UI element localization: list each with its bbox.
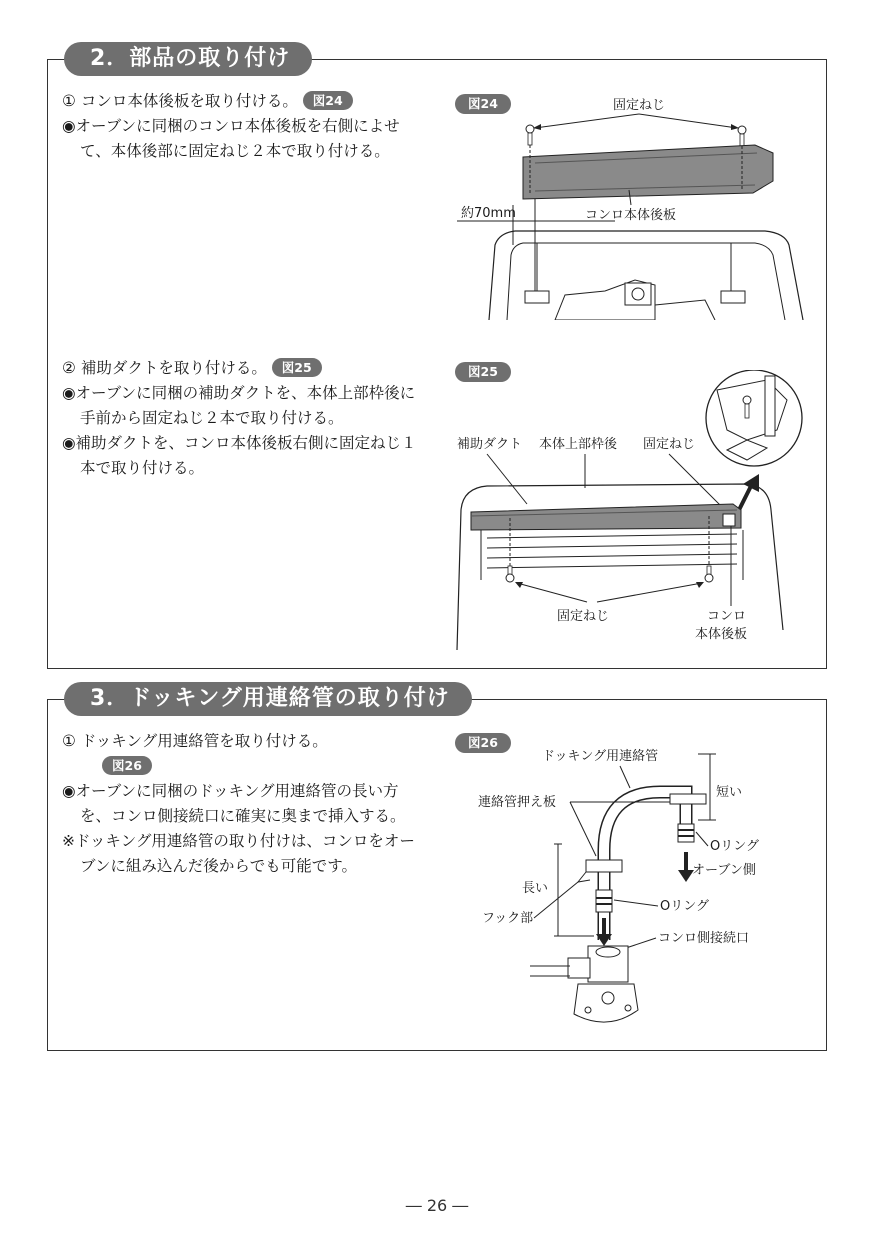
section3-step1-text <box>62 729 424 879</box>
detail-zoom-circle <box>706 370 802 466</box>
aux-duct <box>471 504 741 530</box>
instruction-bullet: ◉補助ダクトを、コンロ本体後板右側に固定ねじ１本で取り付ける。 <box>62 434 417 477</box>
step1-text <box>62 89 424 164</box>
figure-26-diagram <box>470 740 790 1040</box>
label-plate-line2: 本体後板 <box>695 627 748 642</box>
stove-back-plate <box>523 145 773 199</box>
label-oring: Oリング <box>660 899 709 914</box>
stove-connection-port <box>530 946 638 1022</box>
label-fixing-screw: 固定ねじ <box>613 98 666 113</box>
page-number: ― 26 ― <box>405 1196 469 1215</box>
figure-ref-badge: 図24 <box>303 91 353 110</box>
instruction-bullet: ◉オーブンに同梱のコンロ本体後板を右側によせて、本体後部に固定ねじ２本で取り付ける。 <box>62 117 400 160</box>
label-aux-duct: 補助ダクト <box>457 437 523 452</box>
label-short: 短い <box>716 785 743 800</box>
label-long: 長い <box>522 881 549 896</box>
step2-text <box>62 356 424 481</box>
screw-icon <box>738 126 746 146</box>
label-approx-70mm: 約70mm <box>461 206 516 221</box>
label-fixing-screw: 固定ねじ <box>643 437 696 452</box>
section-title: 2．部品の取り付け <box>64 42 312 76</box>
instruction-bullet: ◉オーブンに同梱のドッキング用連絡管の長い方を、コンロ側接続口に確実に奥まで挿入する。 <box>62 782 406 825</box>
section-title: 3．ドッキング用連絡管の取り付け <box>64 682 472 716</box>
figure-24-diagram <box>455 95 810 320</box>
figure-badge: 図26 <box>455 733 511 753</box>
label-plate-line1: コンロ <box>707 609 747 624</box>
figure-badge: 図25 <box>455 362 511 382</box>
step-heading: ② 補助ダクトを取り付ける。 <box>62 359 267 377</box>
label-oring: Oリング <box>710 839 759 854</box>
instruction-note: ※ドッキング用連絡管の取り付けは、コンロをオーブンに組み込んだ後からでも可能です。 <box>62 832 415 875</box>
label-back-plate: コンロ本体後板 <box>585 208 677 223</box>
label-fixing-screw: 固定ねじ <box>557 609 610 624</box>
figure-badge: 図24 <box>455 94 511 114</box>
figure-ref-badge: 図25 <box>272 358 322 377</box>
screw-icon <box>705 566 713 582</box>
label-docking-pipe: ドッキング用連絡管 <box>542 749 659 764</box>
label-pipe-holder-plate: 連絡管押え板 <box>478 795 557 810</box>
figure-ref-badge: 図26 <box>102 756 152 775</box>
step-heading: ① ドッキング用連絡管を取り付ける。 <box>62 732 328 750</box>
label-oven-side: オーブン側 <box>692 863 756 878</box>
label-hook: フック部 <box>482 911 534 926</box>
screw-icon <box>526 125 534 145</box>
screw-icon <box>506 566 514 582</box>
step-heading: ① コンロ本体後板を取り付ける。 <box>62 92 298 110</box>
label-upper-frame: 本体上部枠後 <box>539 437 618 452</box>
figure-25-diagram <box>447 370 812 650</box>
instruction-bullet: ◉オーブンに同梱の補助ダクトを、本体上部枠後に手前から固定ねじ２本で取り付ける。 <box>62 384 416 427</box>
label-stove-port: コンロ側接続口 <box>658 931 750 946</box>
